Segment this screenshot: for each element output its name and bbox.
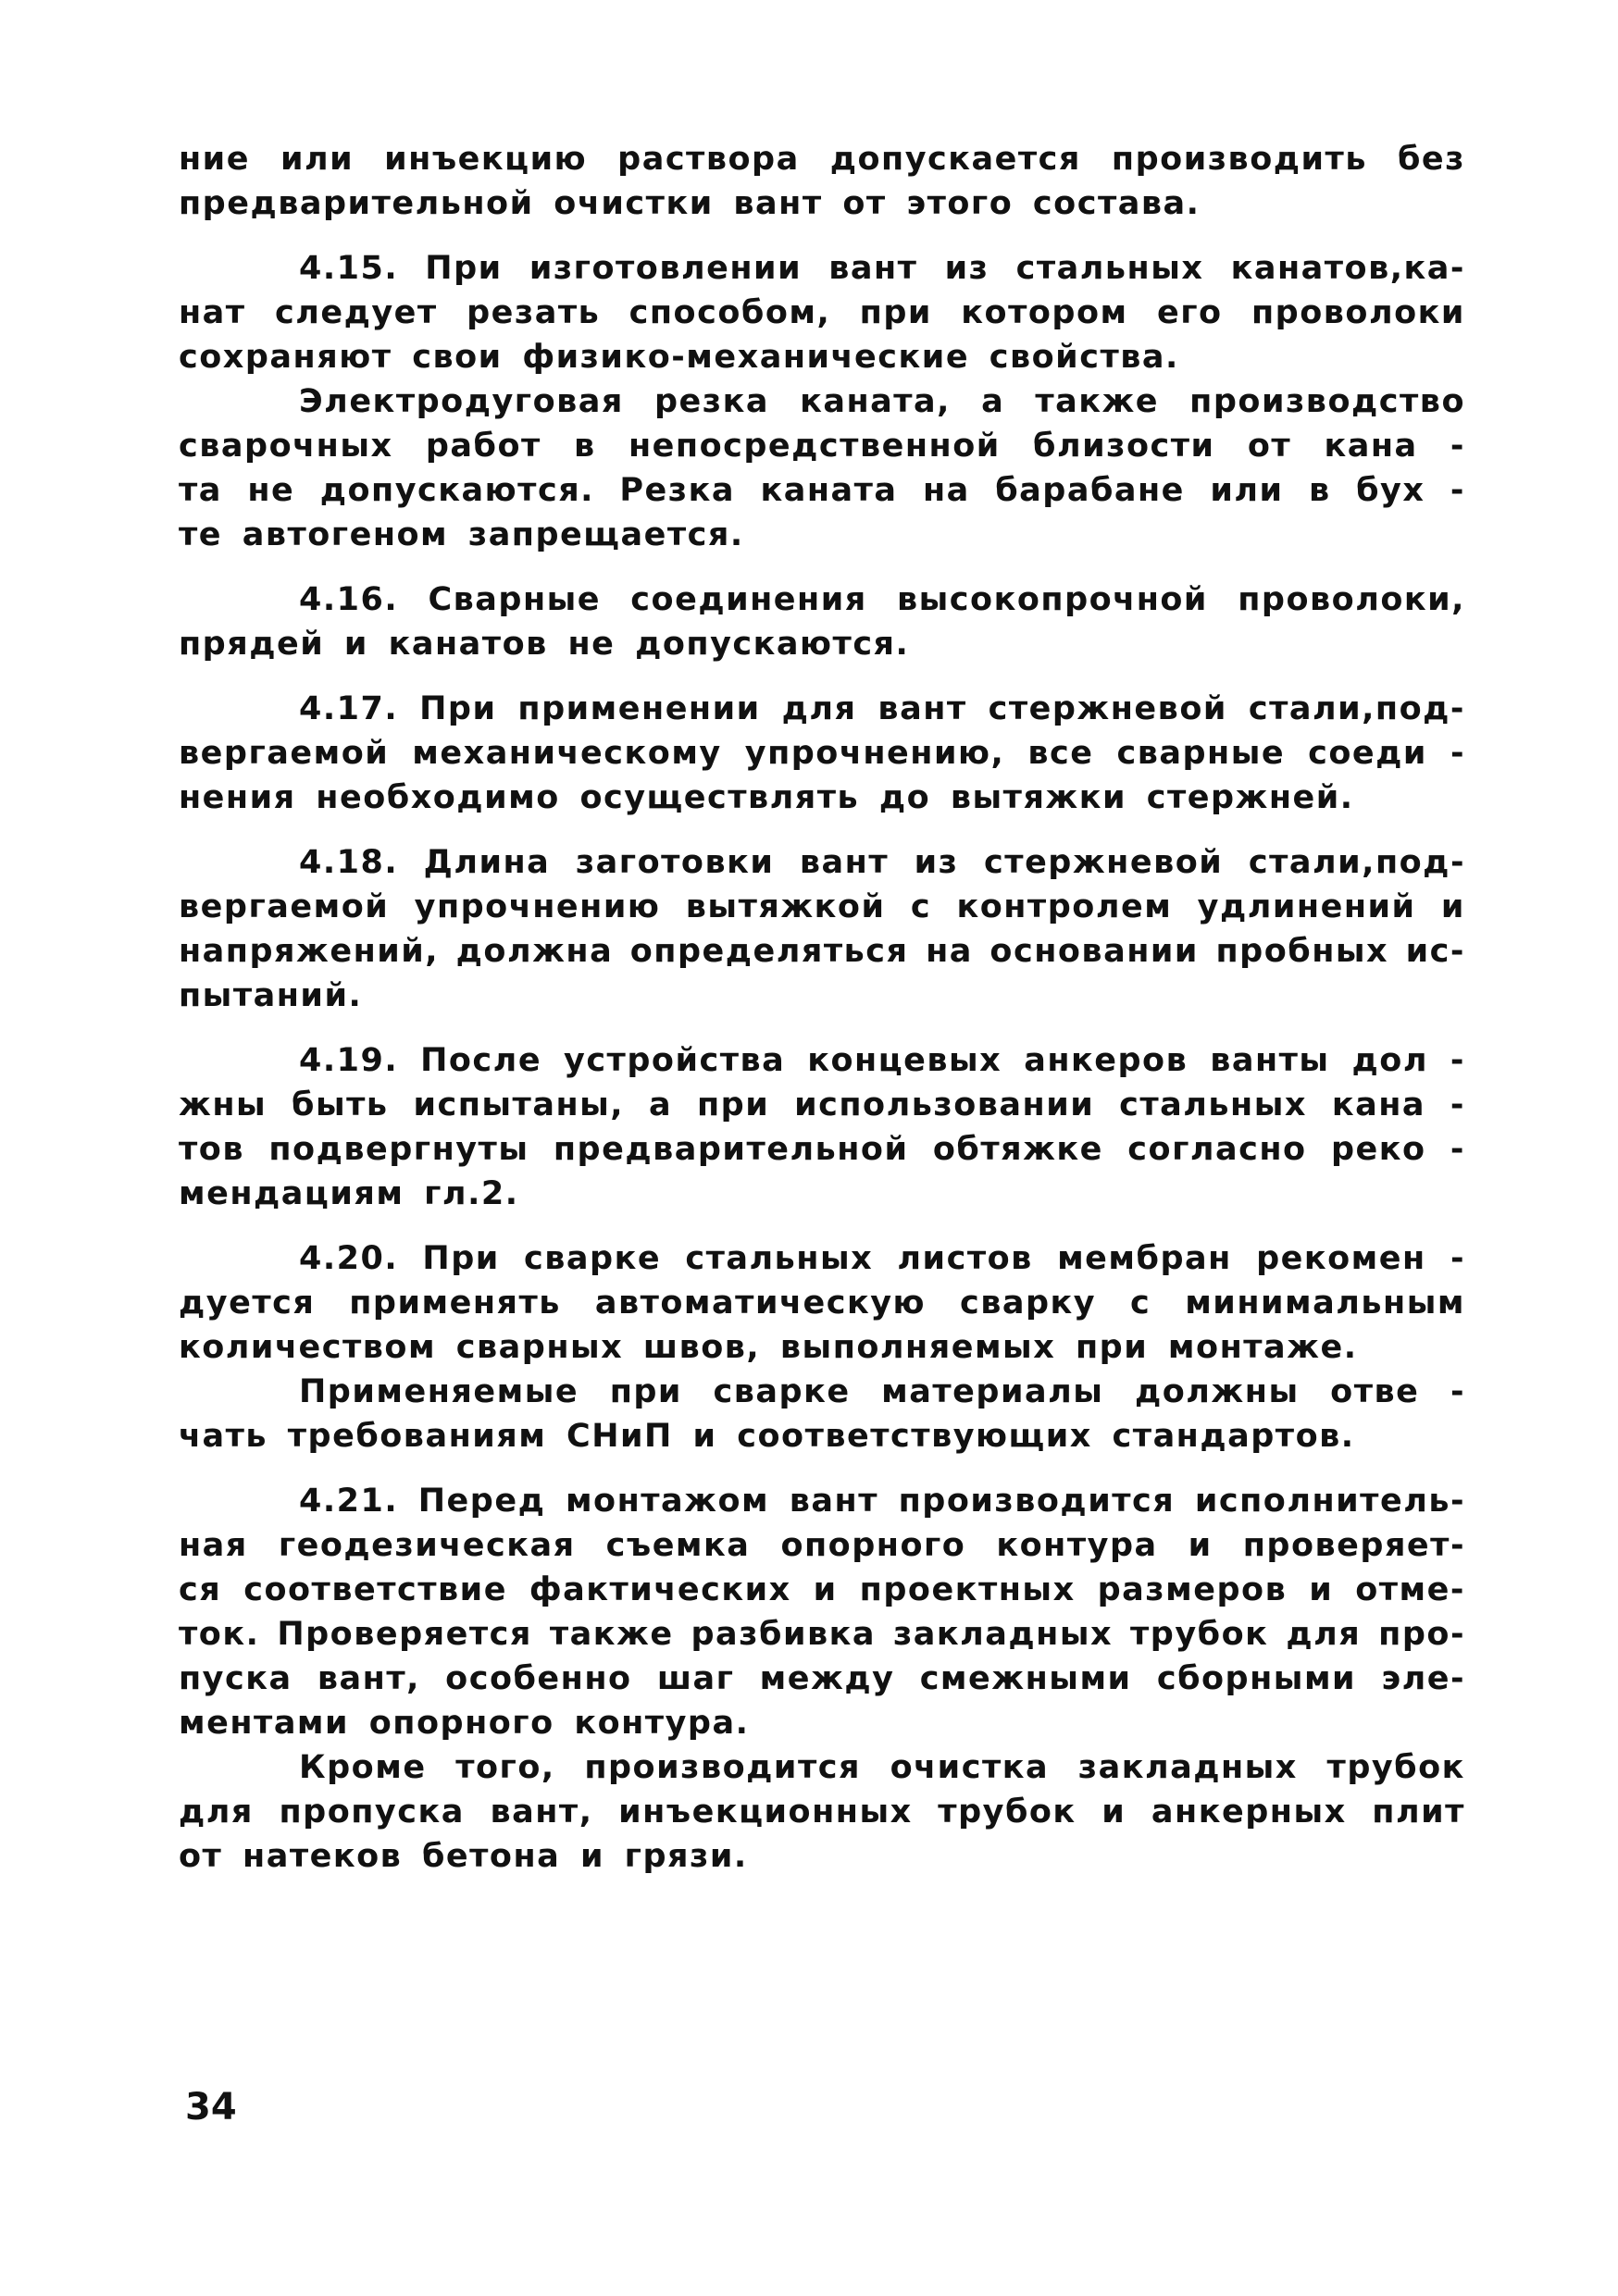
paragraph-p-cont [179, 137, 1475, 226]
text-line: мендациям гл.2. [179, 1175, 519, 1212]
text-line: ная геодезическая съемка опорного контура и проверяет- [179, 1527, 1465, 1564]
paragraph-p-4-17 [179, 687, 1475, 820]
text-line: та не допускаются. Резка каната на барабане или в бух - [179, 472, 1465, 509]
paragraph-p-4-21b [179, 1745, 1475, 1879]
text-line: предварительной очистки вант от этого состава. [179, 185, 1201, 222]
paragraph-p-4-19 [179, 1038, 1475, 1216]
paragraph-gap [179, 226, 1475, 246]
text-line: те автогеном запрещается. [179, 516, 744, 553]
text-line: ние или инъекцию раствора допускается производить без [179, 141, 1465, 178]
text-line: 4.18. Длина заготовки вант из стержневой стали,под- [299, 844, 1465, 881]
text-line: 4.20. При сварке стальных листов мембран рекомен - [299, 1240, 1465, 1277]
text-line: вергаемой упрочнению вытяжкой с контролем удлинений и [179, 888, 1465, 925]
text-line: 4.21. Перед монтажом вант производится исполнитель- [299, 1483, 1465, 1520]
paragraph-gap [179, 1216, 1475, 1236]
paragraph-p-4-21 [179, 1479, 1475, 1745]
text-line: сохраняют свои физико-механические свойства. [179, 339, 1179, 376]
text-line: 4.16. Сварные соединения высокопрочной проволоки, [299, 581, 1465, 618]
text-line: количеством сварных швов, выполняемых при монтаже. [179, 1329, 1358, 1366]
text-line: 4.15. При изготовлении вант из стальных канатов,ка- [299, 250, 1465, 287]
paragraph-p-4-16 [179, 577, 1475, 666]
text-line: прядей и канатов не допускаются. [179, 626, 910, 663]
text-line: ток. Проверяется также разбивка закладных трубок для про- [179, 1616, 1465, 1653]
text-line: чать требованиям СНиП и соответствующих стандартов. [179, 1418, 1355, 1455]
paragraph-gap [179, 820, 1475, 840]
text-line: 4.19. После устройства концевых анкеров ванты дол - [299, 1042, 1465, 1079]
paragraph-gap [179, 666, 1475, 687]
text-line: дуется применять автоматическую сварку с минимальным [179, 1285, 1465, 1322]
paragraph-p-4-20b [179, 1370, 1475, 1458]
paragraph-p-4-20 [179, 1236, 1475, 1370]
text-line: вергаемой механическому упрочнению, все сварные соеди - [179, 735, 1465, 772]
paragraph-gap [179, 557, 1475, 577]
paragraph-p-4-15 [179, 246, 1475, 379]
body-text [179, 137, 1475, 1879]
text-line: нения необходимо осуществлять до вытяжки стержней. [179, 779, 1354, 816]
paragraph-gap [179, 1458, 1475, 1479]
text-line: пуска вант, особенно шаг между смежными сборными эле- [179, 1660, 1465, 1697]
text-line: тов подвергнуты предварительной обтяжке согласно реко - [179, 1131, 1465, 1168]
text-line: ментами опорного контура. [179, 1705, 750, 1742]
text-line: 4.17. При применении для вант стержневой стали,под- [299, 690, 1465, 727]
text-line: напряжений, должна определяться на основании пробных ис- [179, 933, 1465, 970]
text-line: нат следует резать способом, при котором его проволоки [179, 294, 1465, 331]
paragraph-gap [179, 1018, 1475, 1038]
text-line: жны быть испытаны, а при использовании стальных кана - [179, 1086, 1465, 1123]
text-line: сварочных работ в непосредственной близости от кана - [179, 428, 1465, 465]
text-line: для пропуска вант, инъекционных трубок и анкерных плит [179, 1793, 1465, 1831]
paragraph-p-4-18 [179, 840, 1475, 1018]
text-line: от натеков бетона и грязи. [179, 1838, 748, 1875]
text-line: пытаний. [179, 977, 363, 1014]
text-line: Применяемые при сварке материалы должны отве - [299, 1373, 1465, 1410]
text-line: Электродуговая резка каната, а также производство [299, 383, 1465, 420]
page-number: 34 [185, 2086, 237, 2128]
paragraph-p-4-15b [179, 379, 1475, 557]
text-line: Кроме того, производится очистка закладных трубок [299, 1749, 1465, 1786]
text-line: ся соответствие фактических и проектных размеров и отме- [179, 1571, 1465, 1608]
